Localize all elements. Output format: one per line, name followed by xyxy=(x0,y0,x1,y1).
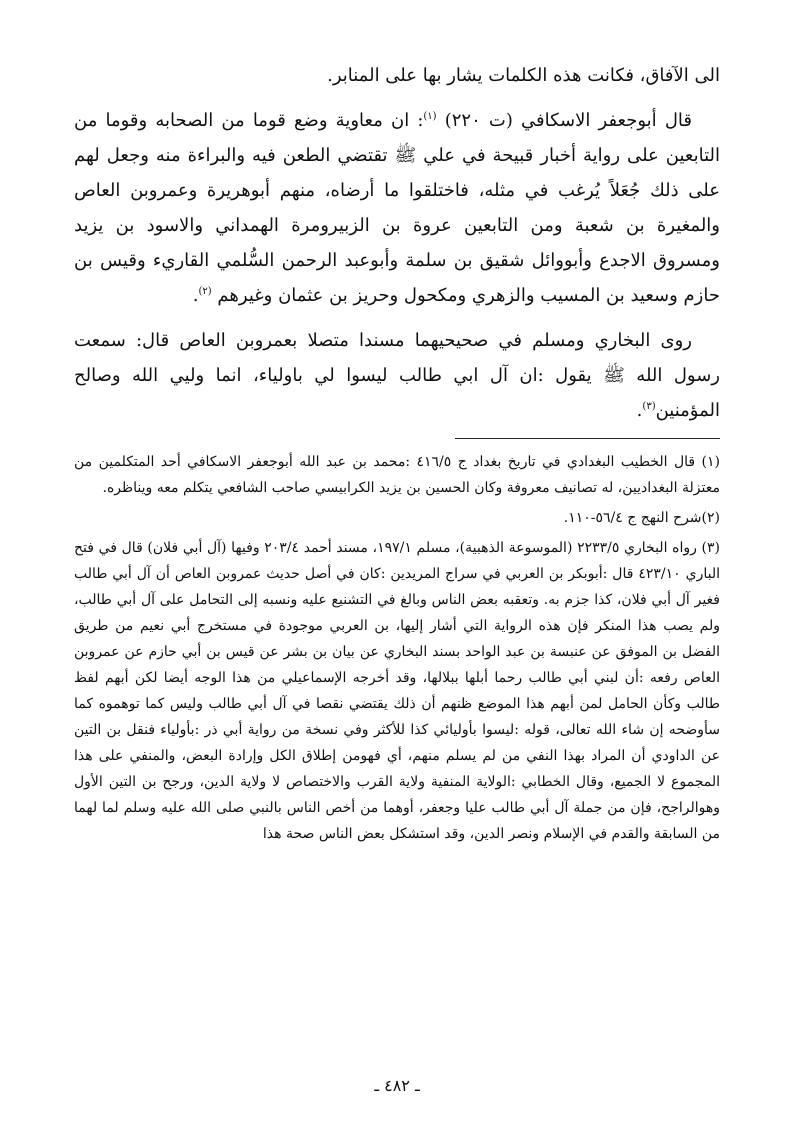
paragraph-2-lead: قال أبوجعفر الاسكافي (ت ٢٢٠) xyxy=(444,110,692,131)
footnote-ref-1[interactable]: (١) xyxy=(423,111,437,122)
footnote-1: (١) قال الخطيب البغدادي في تاريخ بغداد ج ٤١٦/٥ :محمد بن عبد الله أبوجعفر الاسكافي أحد المتكلمين من معتزلة البغداديين، له تصانيف معروفة وكان الحسين بن يزيد الكرابيسي صاحب الشافعي يتكلم معه ويناظره. xyxy=(74,454,720,496)
paragraph-3: روى البخاري ومسلم في صحيحيهما مسندا متصلا بعمروبن العاص قال: سمعت رسول الله ﷺ يقول :ان آل ابي طالب ليسوا لي باولياء، انما وليي الله وصالح المؤمنين$^{(٣)}$. xyxy=(74,330,720,421)
paragraph-2-text: : ان معاوية وضع قوما من الصحابه وقوما من التابعين على رواية أخبار قبيحة في علي ﷺ تقتضي الطعن فيه والبراءة منه وجعل لهم على ذلك جُعَلاً يُرغب في مثله، فاختلقوا ما أرضاه، منهم أبوهريرة وعمروبن العاص والمغيرة بن شعبة ومن التابعين عروة بن الزبيرومرة الهمداني والاسود بن يزيد ومسروق الاجدع وأبووائل شقيق بن سلمة وأبوعبد الرحمن السُّلمي القاريء وقيس بن حازم وسعيد بن المسيب والزهري ومكحول وحريز بن عثمان وغيرهم xyxy=(74,110,720,306)
paragraph-1-text: الى الآفاق، فكانت هذه الكلمات يشار بها على المنابر. xyxy=(327,65,720,86)
page-content xyxy=(74,58,720,851)
main-text xyxy=(74,58,720,428)
paragraph-2: قال أبوجعفر الاسكافي (ت ٢٢٠) $^{(١)}$: ان معاوية وضع قوما من الصحابه وقوما من التابعين على رواية أخبار قبيحة في علي ﷺ تقتضي الطعن فيه والبراءة منه وجعل لهم على ذلك جُعَلاً يُرغب في مثله، فاختلقوا ما أرضاه، منهم أبوهريرة وعمروبن العاص والمغيرة بن شعبة ومن التابعين عروة بن الزبيرومرة الهمداني والاسود بن يزيد ومسروق الاجدع وأبووائل شقيق بن سلمة وأبوعبد الرحمن السُّلمي القاريء وقيس بن حازم وسعيد بن المسيب والزهري ومكحول وحريز بن عثمان وغيرهم $^{(٢)}$. xyxy=(74,110,720,306)
footnote-ref-3[interactable]: (٣) xyxy=(642,401,656,412)
page-number: ـ ٤٨٢ ـ xyxy=(374,1076,420,1095)
footnote-divider xyxy=(455,438,720,439)
paragraph-1 xyxy=(74,58,720,93)
footnote-3: (٣) رواه البخاري ٢٢٣٣/٥ (الموسوعة الذهبية)، مسلم ١٩٧/١، مسند أحمد ٢٠٣/٤ وفيها (آل أبي فلان) قال في فتح الباري ٤٢٣/١٠ قال :أبوبكر بن العربي في سراج المريدين :كان في أصل حديث عمروبن العاص أن آل أبي طالب فغير آل أبي فلان، كذا جزم به. وتعقبه بعض الناس وبالغ في التشنيع عليه ونسبه إلى التحامل على آل أبي طالب، ولم يصب هذا المنكر فإن هذه الرواية التي أشار إليها، بن العربي موجودة في مستخرج أبي نعيم من طريق الفضل بن الموفق عن عنبسة بن عبد الواحد بسند البخاري عن بيان بن بشر عن قيس بن أبي حازم عن عمروبن العاص رفعه :أن لبني أبي طالب رحما أبلها ببلالها، وقد أخرجه الإسماعيلي من هذا الوجه أيضا لكن أبهم لفظ طالب وكأن الحامل لمن أبهم هذا الموضع ظنهم أن ذلك يقتضي نقصا في آل أبي طالب وليس كما توهموه كما سأوضحه إن شاء الله تعالى، قوله :ليسوا بأوليائي كذا للأكثر وفي نسخة من رواية أبي ذر :بأولياء فنقل بن التين عن الداودي أن المراد بهذا النفي من لم يسلم منهم، أي فهومن إطلاق الكل وإرادة البعض، والمنفي على هذا المجموع لا الجميع، وقال الخطابي :الولاية المنفية ولاية القرب والاختصاص لا ولاية الدين، ورجح بن التين الأول وهوالراجح، فإن من جملة آل أبي طالب عليا وجعفر، أوهما من أخص الناس بالنبي صلى الله عليه وسلم لما لهما من السابقة والقدم في الإسلام ونصر الدين، وقد استشكل بعض الناس صحة هذا xyxy=(74,540,720,842)
footnotes xyxy=(74,449,720,847)
paragraph-3-text: روى البخاري ومسلم في صحيحيهما مسندا متصلا بعمروبن العاص قال: سمعت رسول الله ﷺ يقول :ان آل ابي طالب ليسوا لي باولياء، انما وليي الله وصالح المؤمنين xyxy=(74,330,720,421)
footnote-2: (٢)شرح النهج ج ٥٦/٤-١١٠. xyxy=(563,510,720,526)
footnote-ref-2[interactable]: (٢) xyxy=(198,286,212,297)
